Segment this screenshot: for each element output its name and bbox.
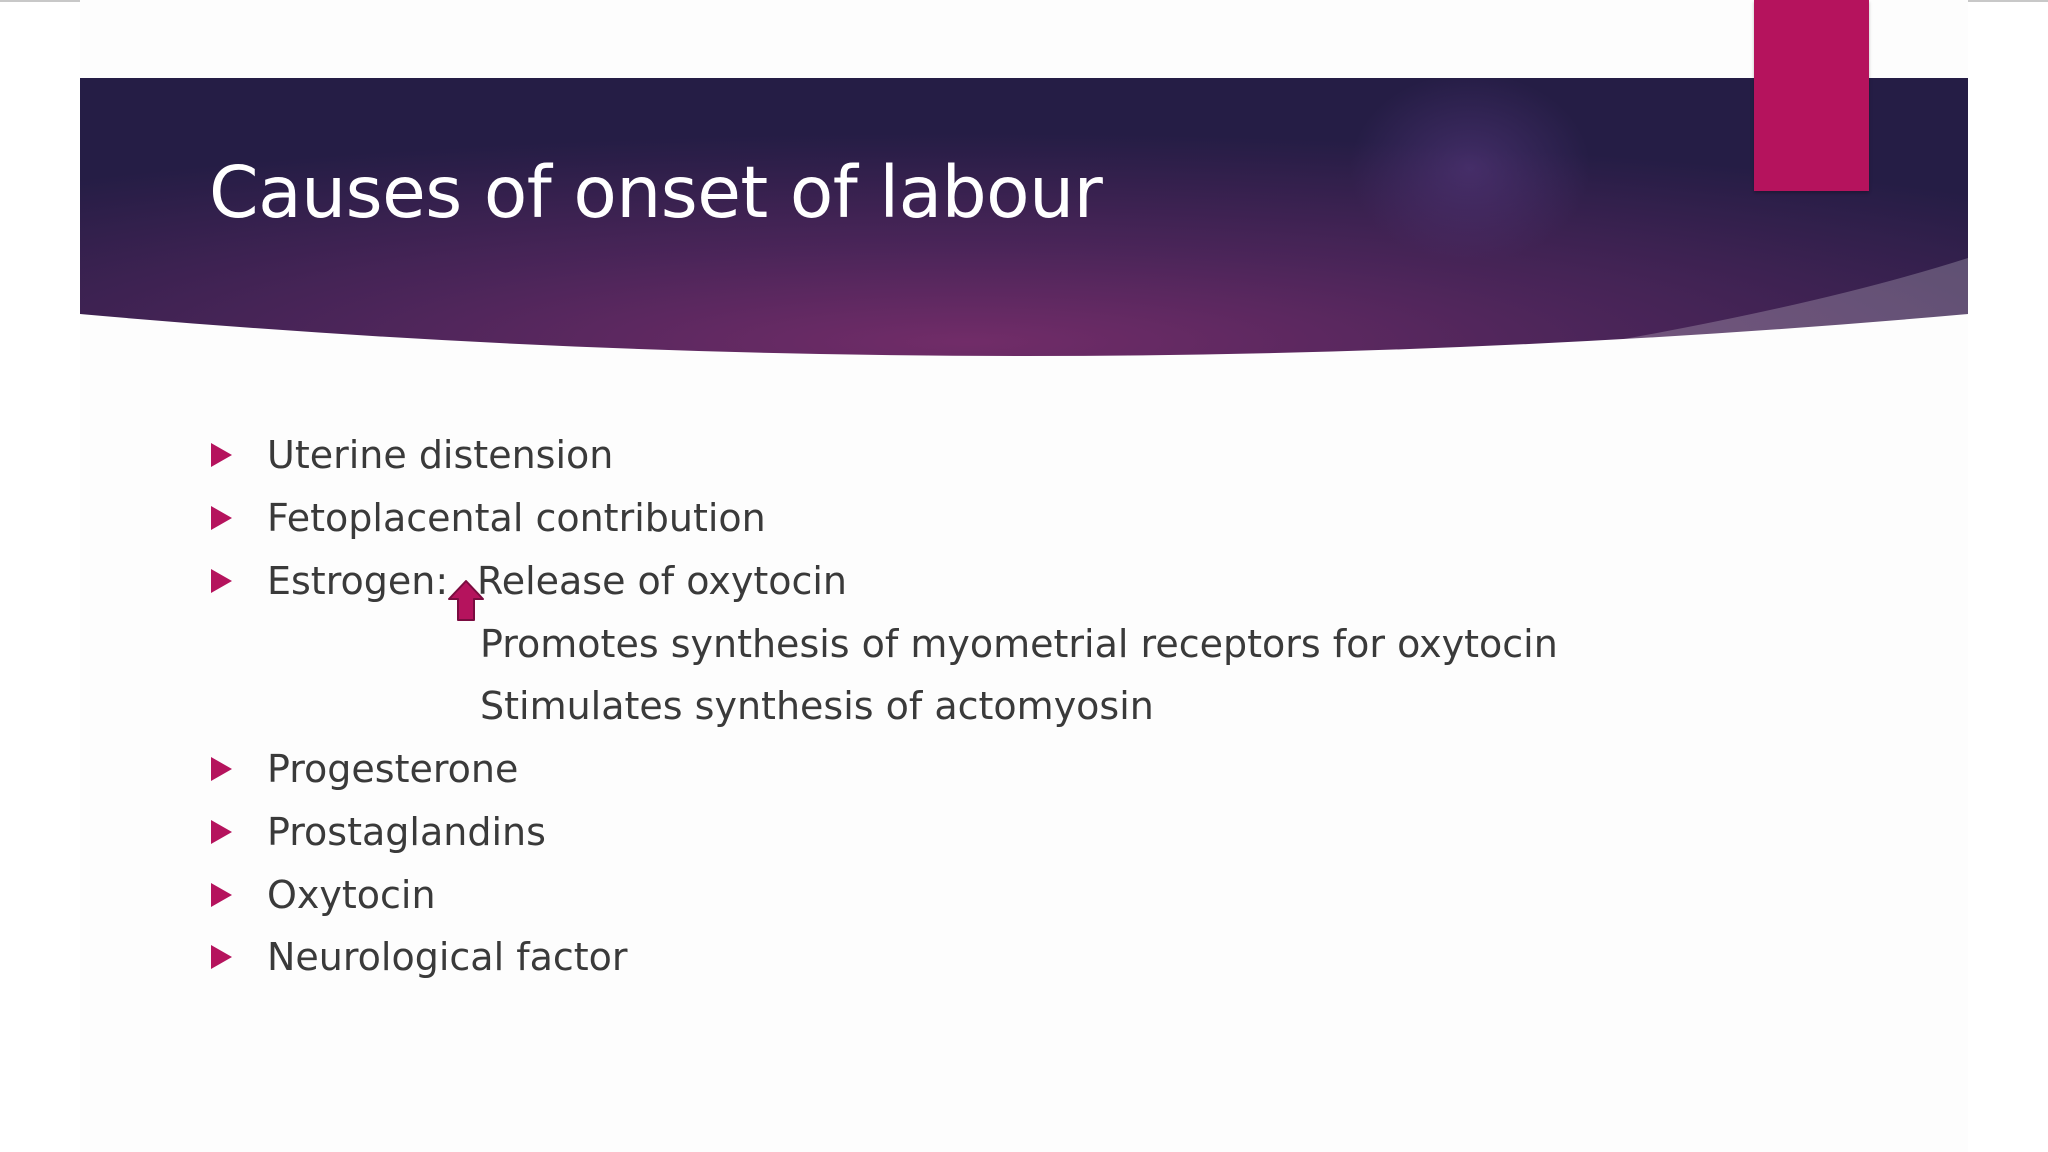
triangle-right-icon <box>211 443 232 467</box>
estrogen-effect-text: Release of oxytocin <box>477 559 847 603</box>
bullet-text: Estrogen: <box>267 559 449 603</box>
list-item <box>211 556 448 606</box>
triangle-right-icon <box>211 757 232 781</box>
bullet-text: Oxytocin <box>267 873 436 917</box>
slide-title: Causes of onset of labour <box>209 151 1103 234</box>
triangle-right-icon <box>211 945 232 969</box>
triangle-right-icon <box>211 883 232 907</box>
list-item <box>211 932 628 982</box>
estrogen-effect-text: Stimulates synthesis of actomyosin <box>480 684 1154 728</box>
bullet-text: Uterine distension <box>267 433 614 477</box>
list-item <box>211 807 546 857</box>
list-item <box>211 430 613 480</box>
bullet-text: Fetoplacental contribution <box>267 496 766 540</box>
bullet-text: Neurological factor <box>267 935 628 979</box>
triangle-right-icon <box>211 569 232 593</box>
triangle-right-icon <box>211 820 232 844</box>
list-item <box>211 870 436 920</box>
estrogen-effect-text: Promotes synthesis of myometrial receptors for oxytocin <box>480 622 1558 666</box>
triangle-right-icon <box>211 506 232 530</box>
list-item <box>211 493 766 543</box>
list-item <box>211 744 518 794</box>
bullet-text: Prostaglandins <box>267 810 546 854</box>
accent-tab <box>1754 0 1869 191</box>
bullet-text: Progesterone <box>267 747 519 791</box>
